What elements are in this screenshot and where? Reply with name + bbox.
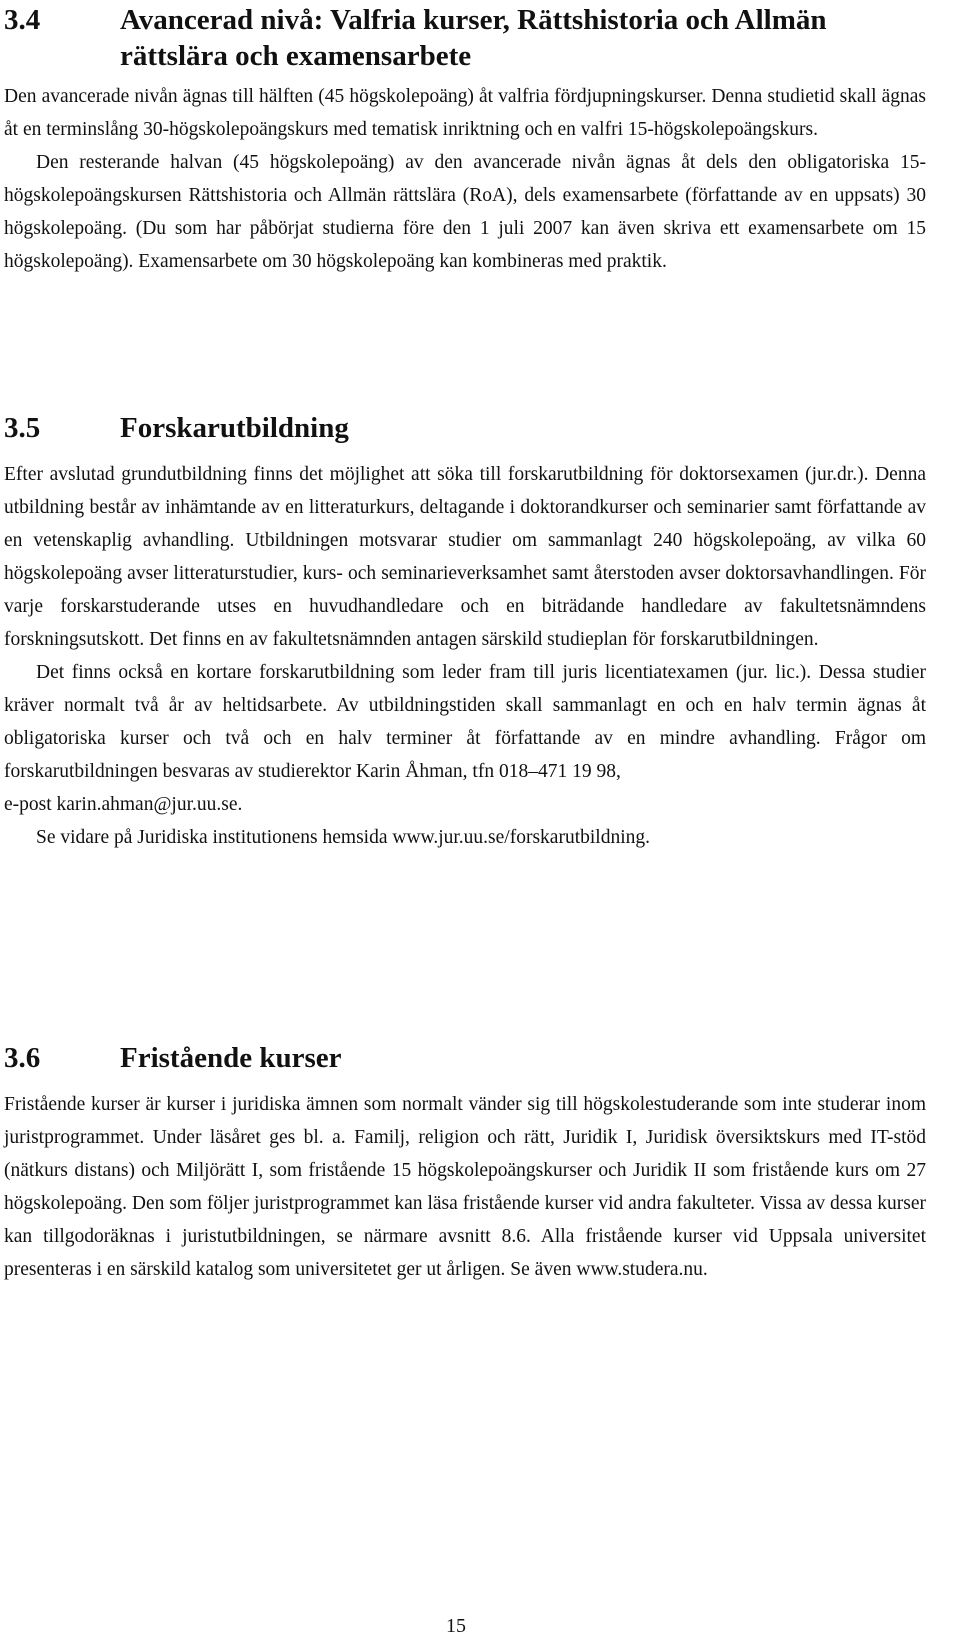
section-heading <box>4 2 926 74</box>
section-3-6 <box>4 1040 926 1286</box>
section-number: 3.4 <box>4 4 41 36</box>
paragraph: Den resterande halvan (45 högskolepoäng) av den avancerade nivån ägnas åt dels den obligatoriska 15-högskolepoängskursen Rättshistoria och Allmän rättslära (RoA), dels examensarbete (författande av en uppsats) 30 högskolepoäng. (Du som har påbörjat studierna före den 1 juli 2007 kan även skriva ett examensarbete om 15 högskolepoäng). Examensarbete om 30 högskolepoäng kan kombineras med praktik. <box>4 152 926 272</box>
section-3-5 <box>4 410 926 854</box>
page-number: 15 <box>446 1615 466 1637</box>
section-number: 3.5 <box>4 412 41 444</box>
section-title: Fristående kurser <box>120 1042 342 1074</box>
section-heading <box>4 410 926 446</box>
paragraph: Det finns också en kortare forskarutbildning som leder fram till juris licentiatexamen (jur. lic.). Dessa studier kräver normalt två år av heltidsarbete. Av utbildningstiden skall sammanlagt en och en halv termin ägnas åt obligatoriska kurser och två och en halv terminer åt författande av en mindre avhandling. Frågor om forskarutbildningen besvaras av studierektor Karin Åhman, tfn 018–471 19 98, <box>4 662 926 782</box>
section-title: Forskarutbildning <box>120 412 349 444</box>
email-line: e-post karin.ahman@jur.uu.se. <box>4 794 243 815</box>
paragraph: Efter avslutad grundutbildning finns det möjlighet att söka till forskarutbildning för doktorsexamen (jur.dr.). Denna utbildning består av inhämtande av en litteraturkurs, deltagande i doktorandkurser och seminarier samt författande av en vetenskaplig avhandling. Utbildningen motsvarar studier om sammanlagt 240 högskolepoäng, av vilka 60 högskolepoäng avser litteraturstudier, kurs- och seminarieverksamhet samt återstoden avser doktorsavhandlingen. För varje forskarstuderande utses en huvudhandledare och en biträdande handledare av fakultetsnämndens forskningsutskott. Det finns en av fakultetsnämnden antagen särskild studieplan för forskarutbildningen. <box>4 464 926 650</box>
section-number: 3.6 <box>4 1042 41 1074</box>
paragraph: Fristående kurser är kurser i juridiska ämnen som normalt vänder sig till högskolestuderande som inte studerar inom juristprogrammet. Under läsåret ges bl. a. Familj, religion och rätt, Juridik I, Juridisk översiktskurs med IT-stöd (nätkurs distans) och Miljörätt I, som fristående 15 högskolepoängskurser och Juridik II som fristående kurs om 27 högskolepoäng. Den som följer juristprogrammet kan läsa fristående kurser vid andra fakulteter. Vissa av dessa kurser kan tillgodoräknas i juristutbildningen, se närmare avsnitt 8.6. Alla fristående kurser vid Uppsala universitet presenteras i en särskild katalog som universitetet ger ut årligen. Se även www.studera.nu. <box>4 1094 926 1280</box>
paragraph: Den avancerade nivån ägnas till hälften (45 högskolepoäng) åt valfria fördjupningskurser. Denna studietid skall ägnas åt en terminslång 30-högskolepoängskurs med tematisk inriktning och en valfri 15-högskolepoängskurs. <box>4 86 926 140</box>
section-3-4 <box>4 2 926 278</box>
section-heading <box>4 1040 926 1076</box>
website-line: Se vidare på Juridiska institutionens hemsida www.jur.uu.se/forskarutbildning. <box>36 827 650 848</box>
section-title: Avancerad nivå: Valfria kurser, Rättshistoria och Allmän rättslära och examensarbete <box>120 4 827 72</box>
